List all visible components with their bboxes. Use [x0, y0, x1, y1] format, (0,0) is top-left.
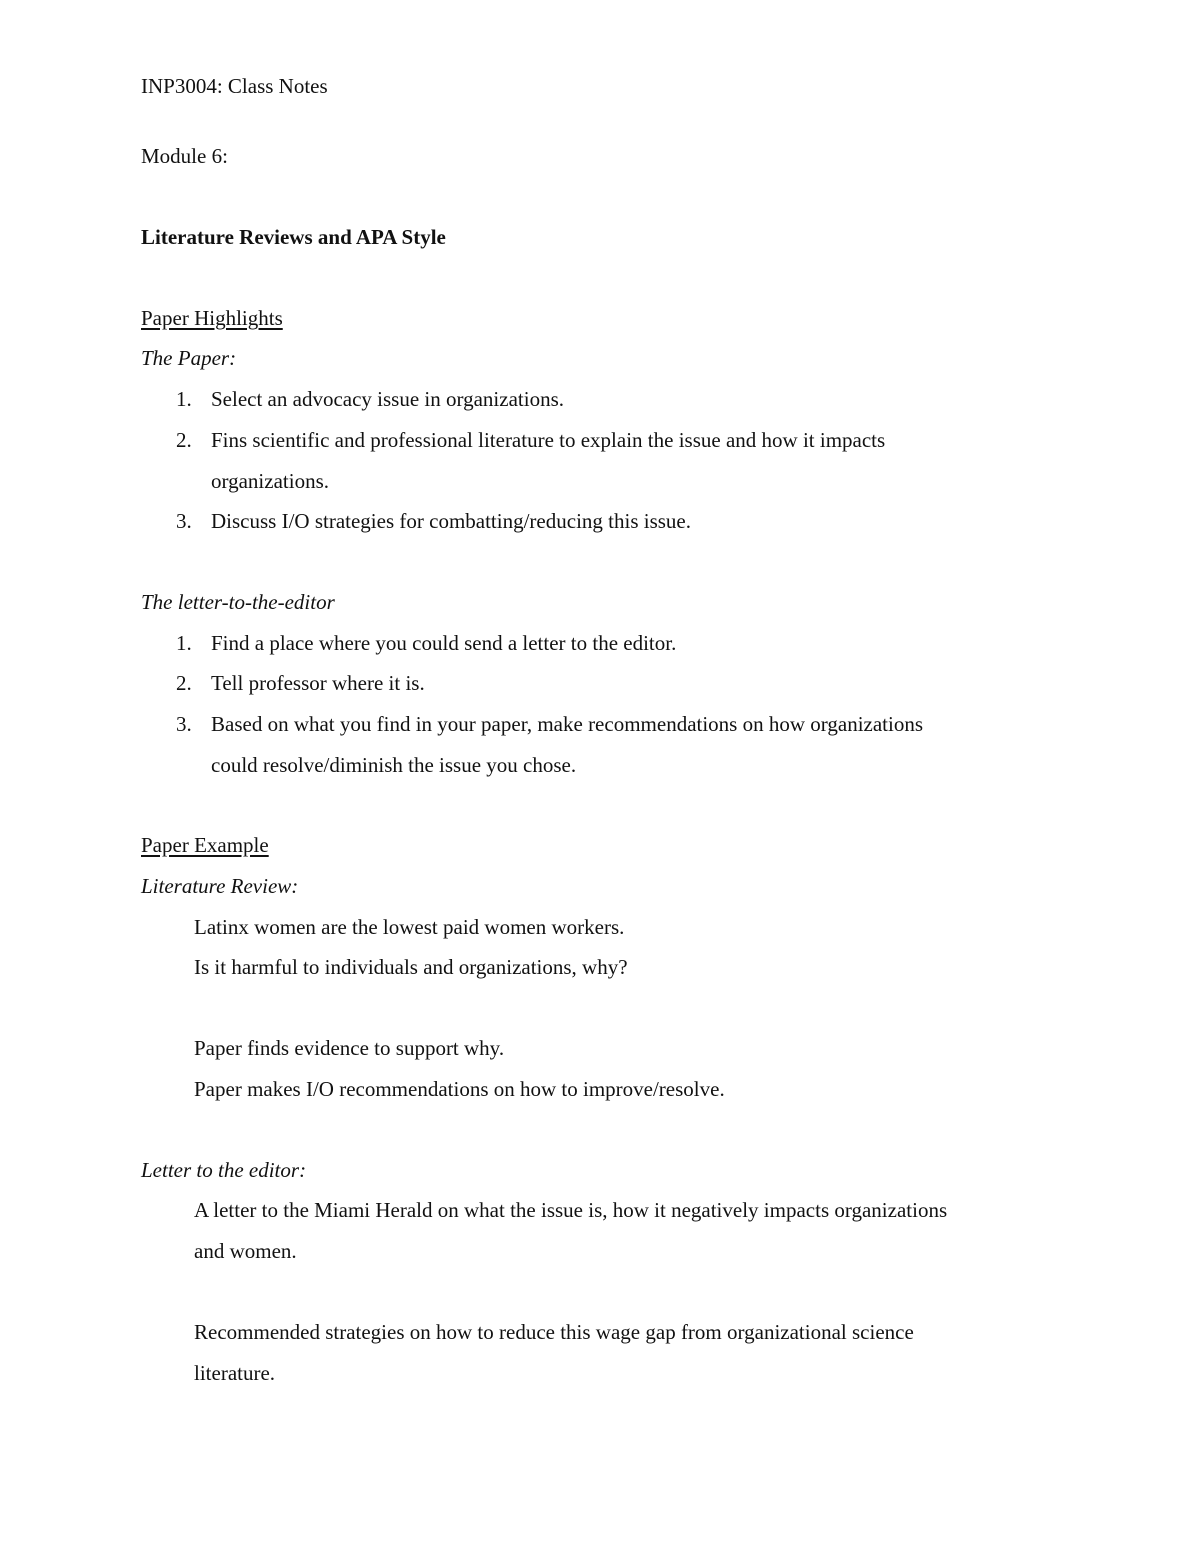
- paragraph-line: Latinx women are the lowest paid women workers.: [194, 915, 625, 939]
- list-item: Fins scientific and professional literature to explain the issue and how it impacts: [211, 428, 886, 452]
- subheading-literature-review: Literature Review:: [141, 874, 299, 898]
- list-item-number: 1.: [176, 387, 192, 411]
- list-item-number: 1.: [176, 631, 192, 655]
- subheading-the-paper: The Paper:: [141, 346, 237, 370]
- list-item-continuation: organizations.: [211, 469, 330, 493]
- paragraph-line: Is it harmful to individuals and organizations, why?: [194, 955, 628, 979]
- list-item: Select an advocacy issue in organizations.: [211, 387, 565, 411]
- paragraph-line: Paper makes I/O recommendations on how to improve/resolve.: [194, 1077, 725, 1101]
- list-item: Find a place where you could send a letter to the editor.: [211, 631, 677, 655]
- list-item-number: 2.: [176, 671, 192, 695]
- module-label: Module 6:: [141, 144, 228, 168]
- paragraph-line: Recommended strategies on how to reduce this wage gap from organizational science: [194, 1320, 914, 1344]
- section-heading-paper-example: Paper Example: [141, 833, 269, 857]
- section-heading-paper-highlights: Paper Highlights: [141, 306, 283, 330]
- list-item-number: 2.: [176, 428, 192, 452]
- paragraph-line: Paper finds evidence to support why.: [194, 1036, 505, 1060]
- list-item-continuation: could resolve/diminish the issue you chose.: [211, 753, 577, 777]
- document-header: INP3004: Class Notes: [141, 74, 328, 98]
- subheading-letter-to-editor: Letter to the editor:: [141, 1158, 307, 1182]
- subheading-letter-to-the-editor: The letter-to-the-editor: [141, 590, 335, 614]
- list-item: Tell professor where it is.: [211, 671, 425, 695]
- paragraph-line: and women.: [194, 1239, 297, 1263]
- list-item-number: 3.: [176, 712, 192, 736]
- paragraph-line: A letter to the Miami Herald on what the issue is, how it negatively impacts organizations: [194, 1198, 948, 1222]
- list-item-number: 3.: [176, 509, 192, 533]
- document-title: Literature Reviews and APA Style: [141, 225, 446, 249]
- list-item: Discuss I/O strategies for combatting/reducing this issue.: [211, 509, 691, 533]
- list-item: Based on what you find in your paper, make recommendations on how organizations: [211, 712, 924, 736]
- paragraph-line: literature.: [194, 1361, 276, 1385]
